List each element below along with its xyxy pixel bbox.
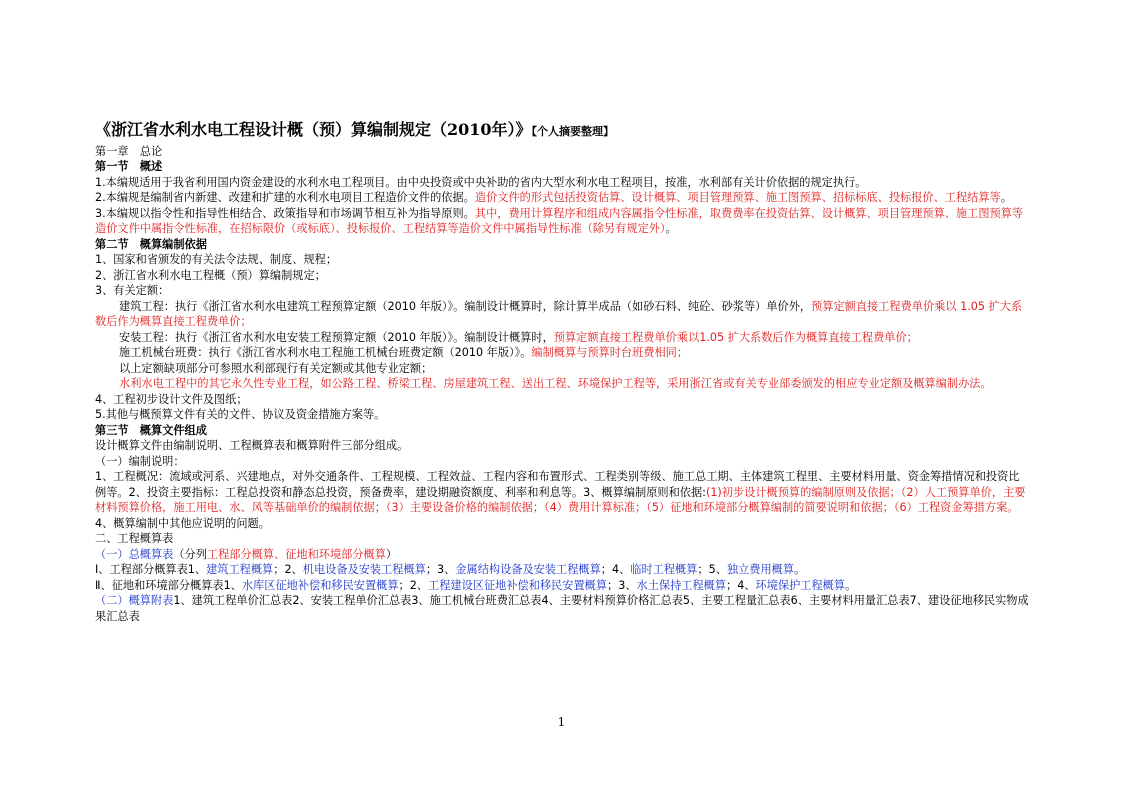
section-heading-3: 第三节 概算文件组成 bbox=[95, 423, 207, 437]
section-heading-2: 第二节 概算编制依据 bbox=[95, 237, 207, 251]
highlight-text: 造价文件的形式包括投资估算、设计概算、项目管理预算、施工图预算、招标标底、投标报价、工程结算等 bbox=[474, 191, 1001, 204]
list-item: 5.其他与概预算文件有关的文件、协议及资金措施方案等。 bbox=[95, 408, 386, 421]
title-line bbox=[95, 122, 1030, 140]
paragraph: Ⅱ、征地和环境部分概算表1、水库区征地补偿和移民安置概算；2、工程建设区征地补偿和移民安置概算；3、水土保持工程概算；4、环境保护工程概算。 bbox=[95, 578, 857, 592]
paragraph: 设计概算文件由编制说明、工程概算表和概算附件三部分组成。 bbox=[95, 439, 409, 452]
list-item: 3、有关定额： bbox=[95, 284, 170, 297]
page-number: 1 bbox=[557, 715, 566, 729]
list-item: 安装工程：执行《浙江省水利水电安装工程预算定额（2010 年版）》。编制设计概算时，预算定额直接工程费单价乘以1.05 扩大系数后作为概算直接工程费单价； bbox=[119, 330, 918, 344]
section-heading-1: 第一节 概述 bbox=[95, 160, 163, 173]
highlight-text: (1)初步设计概预算的编制原则及依据；（2）人工预算单价，主要材料预算价格，施工用电、水、风等基础单价的编制依据；（3）主要设备价格的编制依据；（4）费用计算标准；（5）征地和环境部分概算编制的简要说明和依据；（6）工程资金筹措方案。 bbox=[95, 485, 1026, 514]
subheading: （一）编制说明： bbox=[95, 454, 185, 468]
list-item: 以上定额缺项部分可参照水利部现行有关定额或其他专业定额； bbox=[119, 361, 433, 375]
chapter-heading: 第一章 总论 bbox=[95, 144, 163, 158]
list-item: 1、国家和省颁发的有关法令法规、制度、规程； bbox=[95, 253, 338, 266]
list-item: 施工机械台班费：执行《浙江省水利水电工程施工机械台班费定额（2010 年版）》。编制概算与预算时台班费相同； bbox=[119, 346, 689, 359]
paragraph: 1.本编规适用于我省利用国内资金建设的水利水电工程项目。由中央投资或中央补助的省内大型水利水电工程项目，按准，水利部有关计价依据的规定执行。 bbox=[95, 175, 867, 189]
list-item: 4、工程初步设计文件及图纸； bbox=[95, 392, 248, 406]
highlight-text: 其中，费用计算程序和组成内容属指令性标准，取费费率在投资估算、设计概算、项目管理预算、施工图预算等造价文件中属指令性标准，在招标限价（或标底）、投标报价、工程结算等造价文件中属指导性标准（除另有规定外） bbox=[95, 206, 1024, 235]
paragraph: 3.本编规以指令性和指导性相结合、政策指导和市场调节相互补为指导原则。其中，费用计算程序和组成内容属指令性标准，取费费率在投资估算、设计概算、项目管理预算、施工图预算等造价文件中属指令性标准，在招标限价（或标底）、投标报价、工程结算等造价文件中属指导性标准（除另有规定外）。 bbox=[95, 206, 1024, 235]
highlight-text: 编制概算与预算时台班费相同； bbox=[531, 346, 689, 359]
paragraph: Ⅰ、工程部分概算表1、建筑工程概算；2、机电设备及安装工程概算；3、金属结构设备及安装工程概算；4、临时工程概算；5、独立费用概算。 bbox=[95, 563, 806, 576]
paragraph: （一）总概算表（分列工程部分概算、征地和环境部分概算） bbox=[95, 547, 398, 561]
highlight-paragraph: 水利水电工程中的其它永久性专业工程，如公路工程、桥梁工程、房屋建筑工程、送出工程、环境保护工程等，采用浙江省或有关专业部委颁发的相应专业定额及概算编制办法。 bbox=[119, 377, 992, 390]
title-note: 【个人摘要整理】 bbox=[531, 125, 615, 138]
subheading: 二、工程概算表 bbox=[95, 532, 174, 545]
paragraph: 1、工程概况：流域或河系、兴建地点，对外交通条件、工程规模、工程效益、工程内容和布置形式、工程类别等级、施工总工期、主体建筑工程里、主要材料用量、资金筹措情况和投资比例等。2、投资主要指标：工程总投资和静态总投资，预备费率，建设期融资额度、利率和利息等。3、概算编制原则和依据:(1)初步设计概预算的编制原则及依据；（2）人工预算单价，主要材料预算价格，施工用电、水、风等基础单价的编制依据；（3）主要设备价格的编制依据；（4）费用计算标准；（5）征地和环境部分概算编制的简要说明和依据；（6）工程资金筹措方案。 bbox=[95, 470, 1026, 514]
document-title: 《浙江省水利水电工程设计概（预）算编制规定（2010年）》 bbox=[95, 120, 532, 139]
list-item: 2、浙江省水利水电工程概（预）算编制规定； bbox=[95, 268, 326, 282]
paragraph: （二）概算附表1、建筑工程单价汇总表2、安装工程单价汇总表3、施工机械台班费汇总表4、主要材料预算价格汇总表5、主要工程量汇总表6、主要材料用量汇总表7、建设征地移民实物成果汇总表 bbox=[95, 594, 1029, 623]
paragraph: 4、概算编制中其他应说明的问题。 bbox=[95, 516, 270, 530]
paragraph: 2.本编规是编制省内新建、改建和扩建的水利水电项目工程造价文件的依据。造价文件的形式包括投资估算、设计概算、项目管理预算、施工图预算、招标标底、投标报价、工程结算等。 bbox=[95, 191, 1012, 204]
document-page bbox=[95, 122, 1030, 624]
list-item: 建筑工程：执行《浙江省水利水电建筑工程预算定额（2010 年版）》。编制设计概算时，除计算半成品（如砂石料、纯砼、砂浆等）单价外，预算定额直接工程费单价乘以 1.05 扩大系数后作为概算直接工程费单价； bbox=[95, 299, 1023, 328]
highlight-text: 预算定额直接工程费单价乘以 1.05 扩大系数后作为概算直接工程费单价； bbox=[95, 299, 1023, 328]
highlight-text: 预算定额直接工程费单价乘以1.05 扩大系数后作为概算直接工程费单价； bbox=[553, 330, 918, 344]
